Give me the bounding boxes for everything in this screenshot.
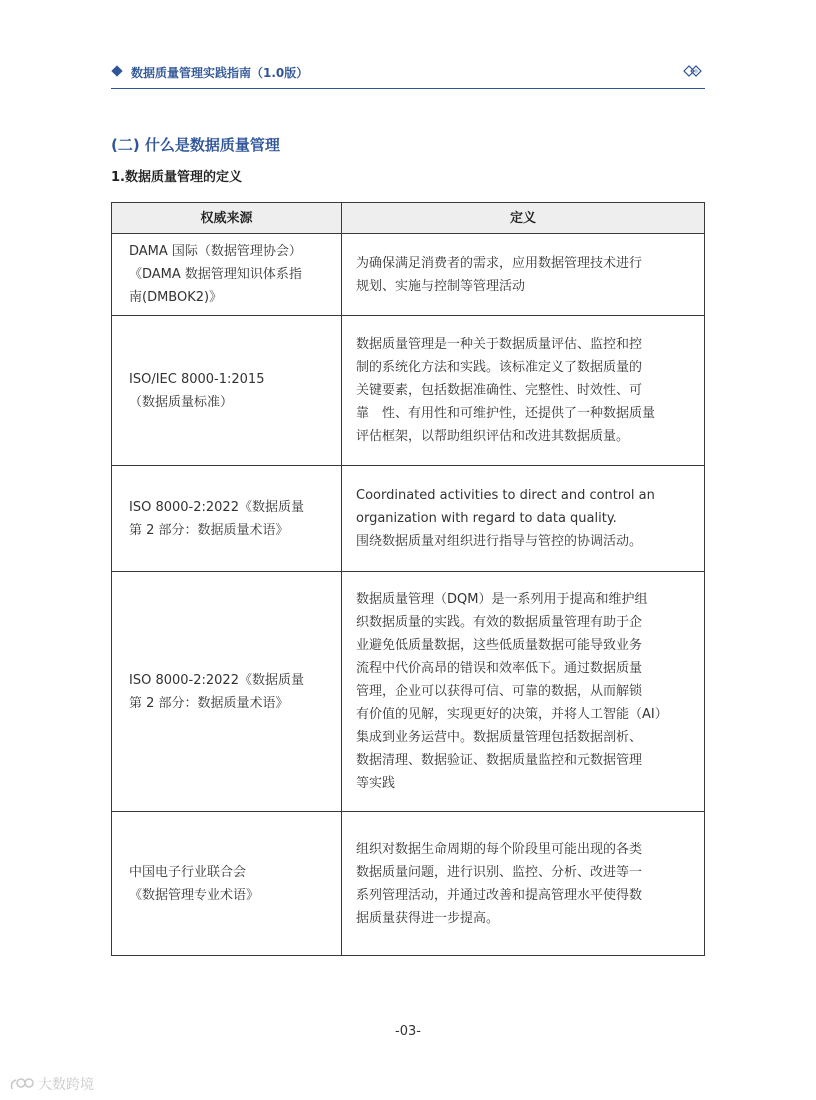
- definition-cell: [342, 316, 705, 466]
- source-line: （数据质量标准）: [129, 394, 234, 410]
- header-title: 数据质量管理实践指南（1.0版）: [131, 66, 309, 80]
- definition-cell: [342, 466, 705, 572]
- definition-cell: [342, 234, 705, 316]
- source-line: ISO/IEC 8000-1:2015: [129, 371, 265, 387]
- source-line: 中国电子行业联合会: [129, 864, 247, 880]
- column-header-source: 权威来源: [112, 203, 342, 234]
- source-line: DAMA 国际（数据管理协会）: [129, 244, 302, 259]
- definition-line: 数据质量管理（DQM）是一系列用于提高和维护组: [356, 592, 648, 607]
- source-cell: [112, 572, 342, 812]
- definition-line: 管理，企业可以获得可信、可靠的数据，从而解锁: [356, 684, 643, 699]
- definition-line: 数据质量问题，进行识别、监控、分析、改进等一: [356, 864, 643, 880]
- watermark-text: 大数跨境: [38, 1077, 94, 1093]
- definition-line: 为确保满足消费者的需求，应用数据管理技术进行: [356, 255, 643, 271]
- definition-line: 集成到业务运营中。数据质量管理包括数据剖析、: [356, 730, 643, 745]
- definition-line: 有价值的见解，实现更好的决策，并将人工智能（AI）: [356, 707, 668, 722]
- section-title: (二) 什么是数据质量管理: [111, 136, 280, 154]
- definition-line: organization with regard to data quality.: [356, 511, 617, 526]
- definition-cell: [342, 572, 705, 812]
- definition-line: 规划、实施与控制等管理活动: [356, 278, 526, 294]
- definition-line: 制的系统化方法和实践。该标准定义了数据质量的: [356, 360, 643, 375]
- column-header-definition: 定义: [342, 203, 705, 234]
- source-cell: [112, 466, 342, 572]
- table-row: [112, 572, 705, 812]
- page-header: [111, 62, 705, 89]
- table-row: [112, 234, 705, 316]
- definition-line: 流程中代价高昂的错误和效率低下。通过数据质量: [356, 661, 643, 676]
- source-line: ISO 8000-2:2022《数据质量: [129, 499, 304, 515]
- source-line: ISO 8000-2:2022《数据质量: [129, 672, 304, 688]
- source-line: 第 2 部分：数据质量术语》: [129, 522, 289, 538]
- watermark-logo-icon: [8, 1076, 34, 1092]
- double-diamond-logo-icon: [683, 64, 705, 78]
- table-header-row: [112, 203, 705, 234]
- source-cell: [112, 316, 342, 466]
- definition-line: 围绕数据质量对组织进行指导与管控的协调活动。: [356, 534, 643, 549]
- table-row: [112, 812, 705, 956]
- source-line: 南(DMBOK2)》: [129, 290, 223, 305]
- definition-line: 织数据质量的实践。有效的数据质量管理有助于企: [356, 615, 643, 630]
- table-row: [112, 466, 705, 572]
- definition-line: 组织对数据生命周期的每个阶段里可能出现的各类: [356, 841, 643, 857]
- source-line: 第 2 部分：数据质量术语》: [129, 695, 289, 711]
- definition-line: 数据清理、数据验证、数据质量监控和元数据管理: [356, 753, 643, 768]
- definition-line: 据质量获得进一步提高。: [356, 910, 500, 926]
- definition-cell: [342, 812, 705, 956]
- watermark: [8, 1074, 94, 1094]
- definition-line: 业避免低质量数据，这些低质量数据可能导致业务: [356, 638, 643, 653]
- definition-line: 关键要素，包括数据准确性、完整性、时效性、可: [356, 383, 643, 398]
- definition-line: 系列管理活动，并通过改善和提高管理水平使得数: [356, 887, 643, 903]
- definition-table: [111, 202, 705, 956]
- source-cell: [112, 234, 342, 316]
- definition-line: 等实践: [356, 776, 396, 791]
- diamond-bullet-icon: [111, 65, 122, 76]
- source-line: 《数据管理专业术语》: [129, 887, 260, 903]
- table-row: [112, 316, 705, 466]
- definition-line: 靠 性、有用性和可维护性，还提供了一种数据质量: [356, 406, 656, 421]
- definition-line: 数据质量管理是一种关于数据质量评估、监控和控: [356, 337, 643, 352]
- definition-line: 评估框架，以帮助组织评估和改进其数据质量。: [356, 429, 630, 444]
- page-number: -03-: [395, 1024, 421, 1039]
- definition-line: Coordinated activities to direct and control an: [356, 488, 655, 503]
- source-cell: [112, 812, 342, 956]
- subsection-title: 1.数据质量管理的定义: [111, 170, 242, 185]
- source-line: 《DAMA 数据管理知识体系指: [129, 267, 302, 282]
